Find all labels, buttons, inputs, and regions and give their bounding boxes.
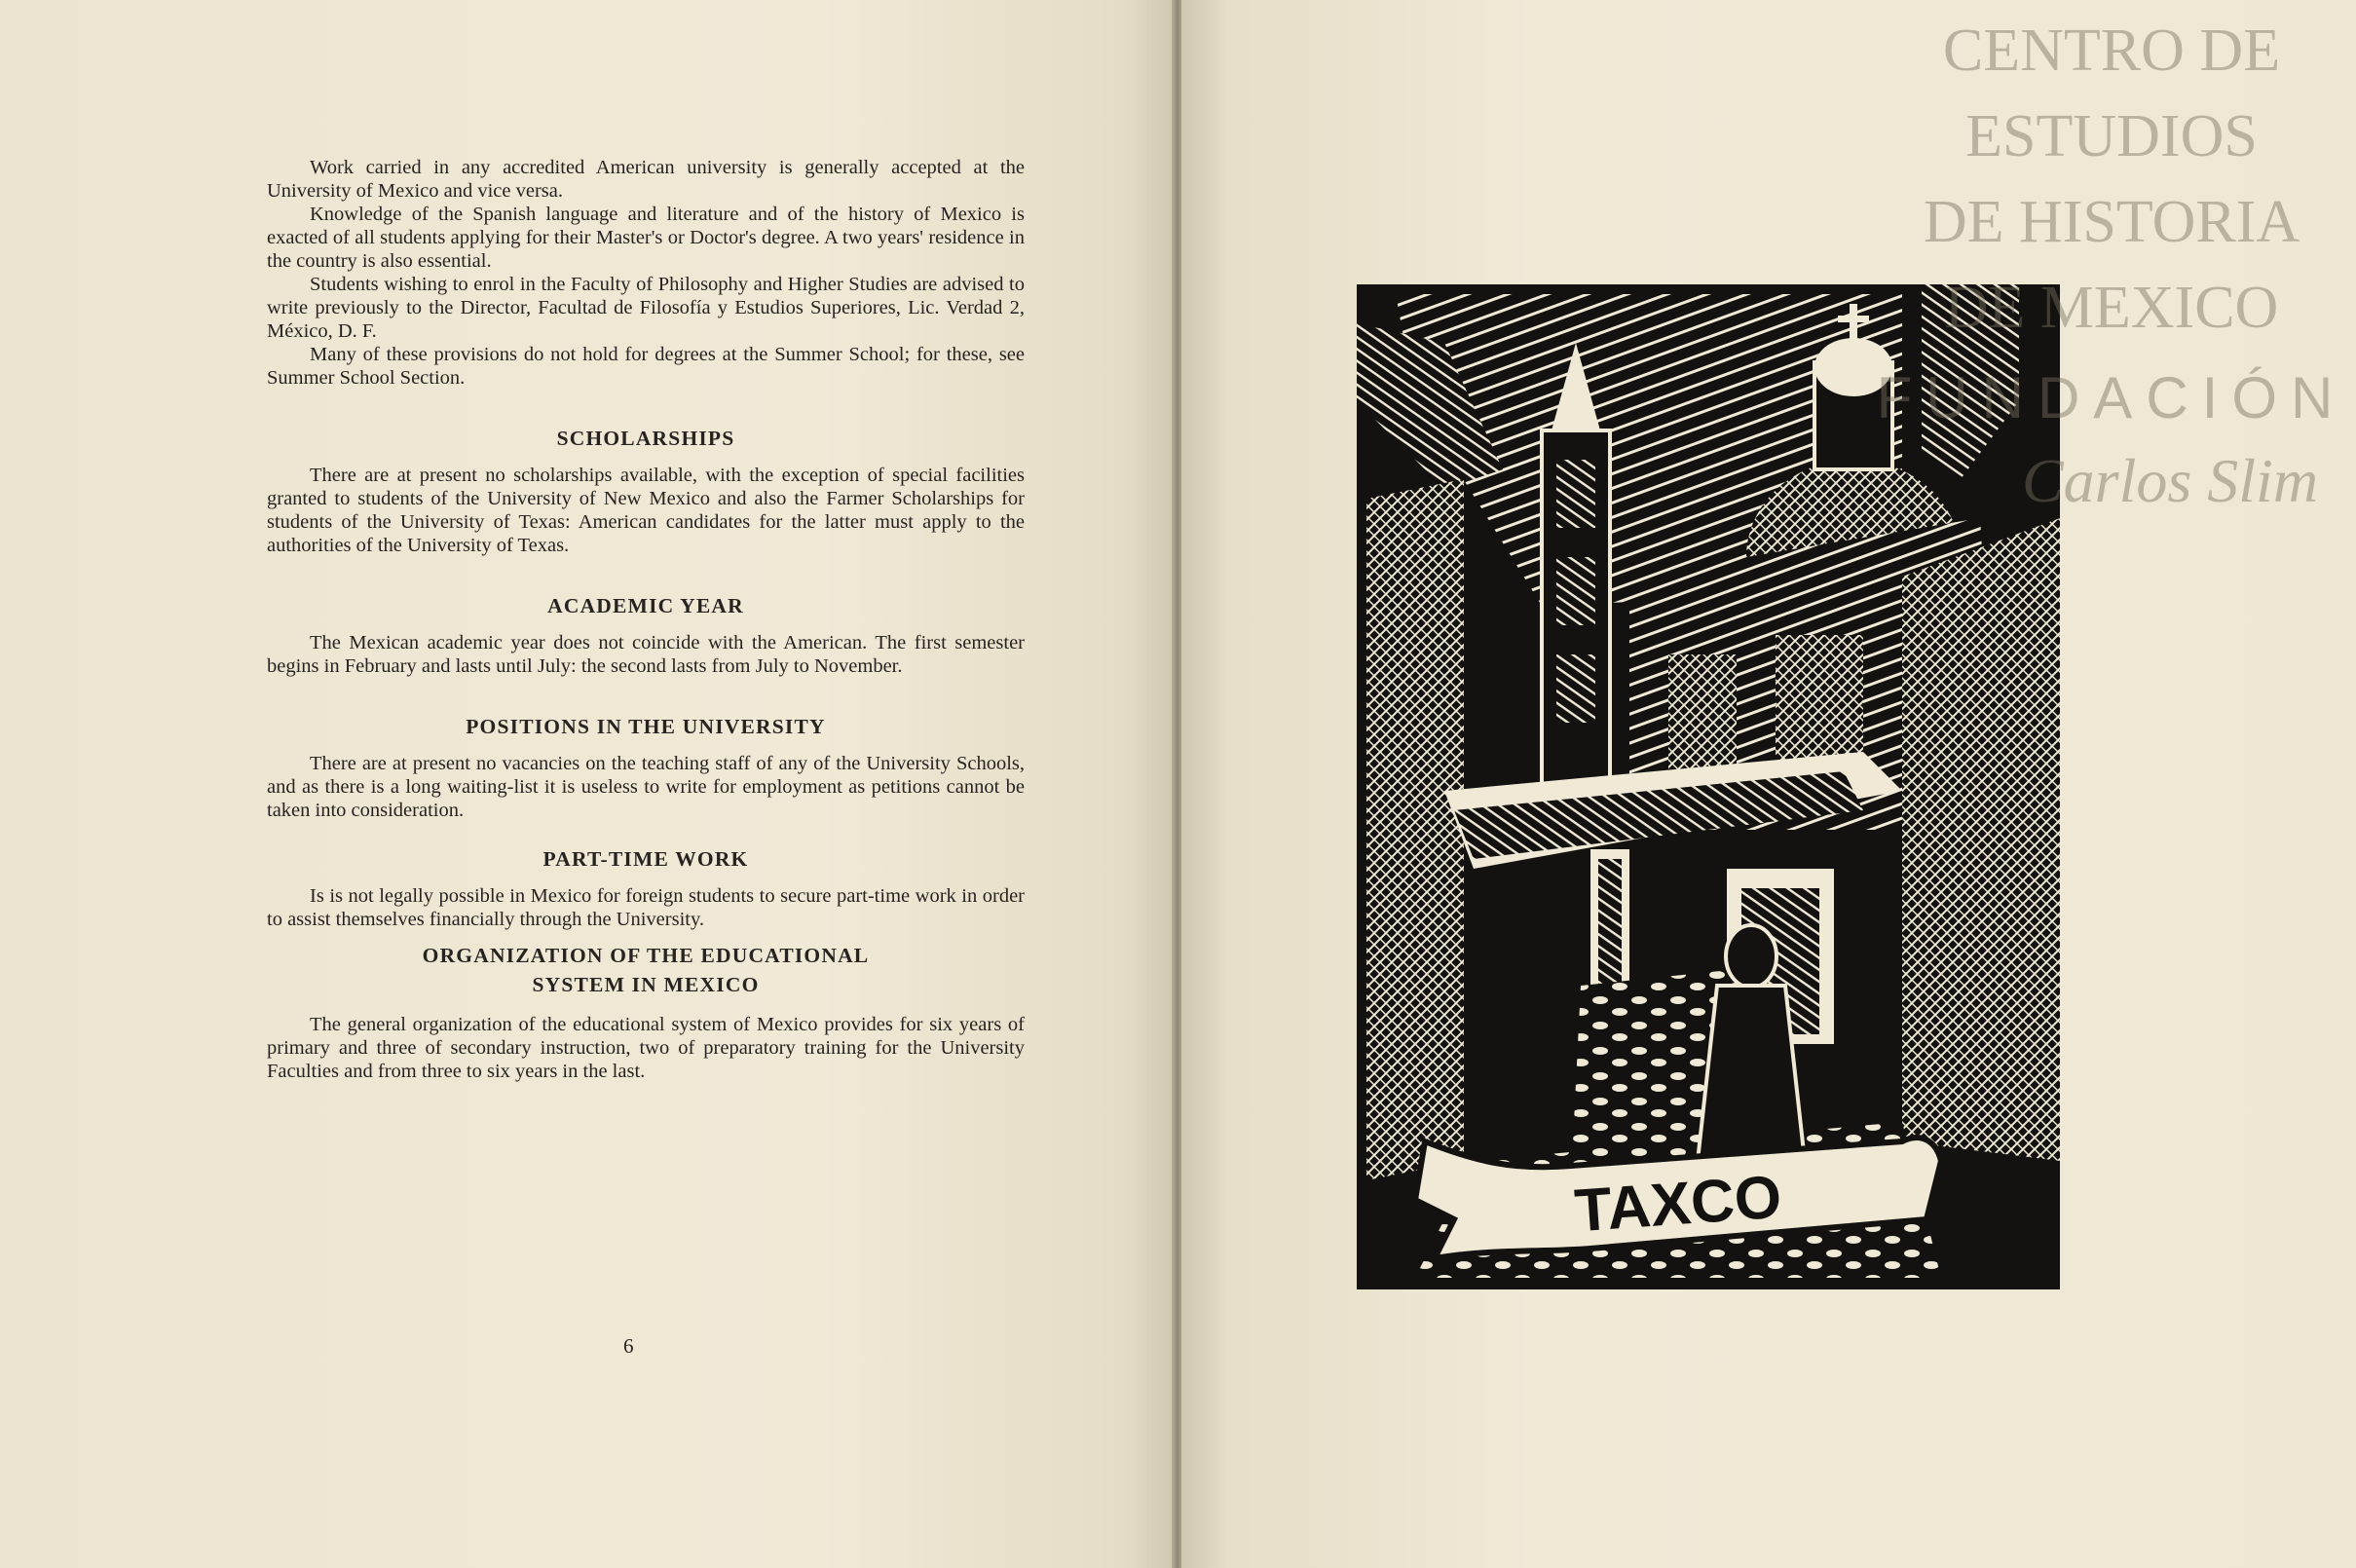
page-number: 6 <box>623 1334 634 1358</box>
paragraph: Many of these provisions do not hold for degrees at the Summer School; for these, see Summer School Section. <box>267 344 1025 389</box>
watermark-line: DE HISTORIA <box>1923 189 2300 255</box>
paragraph: Knowledge of the Spanish language and literature and of the history of Mexico is exacted of all students applying for their Master's or Doctor's degree. A two years' residence in the country is also essential. <box>267 204 1025 272</box>
section-heading-academic-year: ACADEMIC YEAR <box>547 594 744 617</box>
paragraph: Is is not legally possible in Mexico for foreign students to secure part-time work in order to assist themselves financially through the University. <box>267 885 1025 930</box>
paragraph: There are at present no vacancies on the teaching staff of any of the University Schools, and as there is a long waiting-list it is useless to write for employment as petitions cannot be taken into consideration. <box>267 753 1025 821</box>
watermark-signature: Carlos Slim <box>2021 446 2319 515</box>
watermark-line: CENTRO DE <box>1942 18 2281 84</box>
section-heading-part-time: PART-TIME WORK <box>542 847 749 871</box>
watermark-line: FUNDACIÓN <box>1876 365 2347 430</box>
section-heading-positions: POSITIONS IN THE UNIVERSITY <box>466 715 826 738</box>
taxco-banner-text: TAXCO <box>1572 1163 1784 1246</box>
paragraph: There are at present no scholarships available, with the exception of special facilities granted to students of the University of New Mexico and also the Farmer Scholarships for students of the University of Texas: American candidates for the latter must apply to the authorities of the University of Texas. <box>267 465 1025 556</box>
left-page-text <box>267 156 1025 1083</box>
section-heading-scholarships: SCHOLARSHIPS <box>556 427 735 450</box>
paragraph: Students wishing to enrol in the Faculty of Philosophy and Higher Studies are advised to write previously to the Director, Facultad de Filosofía y Estudios Superiores, Lic. Verdad 2, México, D. F. <box>267 274 1025 342</box>
paragraph: The Mexican academic year does not coincide with the American. The first semester begins in February and lasts until July: the second lasts from July to November. <box>267 632 1025 677</box>
paragraph: The general organization of the educational system of Mexico provides for six years of primary and three of secondary instruction, two of preparatory training for the University Faculties and from three to six years in the last. <box>267 1014 1025 1082</box>
paragraph: Work carried in any accredited American university is generally accepted at the University of Mexico and vice versa. <box>267 157 1025 202</box>
section-heading-organization <box>267 941 1025 999</box>
heading-line: ORGANIZATION OF THE EDUCATIONAL <box>422 944 870 967</box>
left-page <box>0 0 1174 1568</box>
watermark-line: ESTUDIOS <box>1965 103 2258 169</box>
archive-watermark <box>1870 8 2353 520</box>
watermark-line: DE MEXICO <box>1944 275 2279 341</box>
heading-line: SYSTEM IN MEXICO <box>532 973 760 996</box>
